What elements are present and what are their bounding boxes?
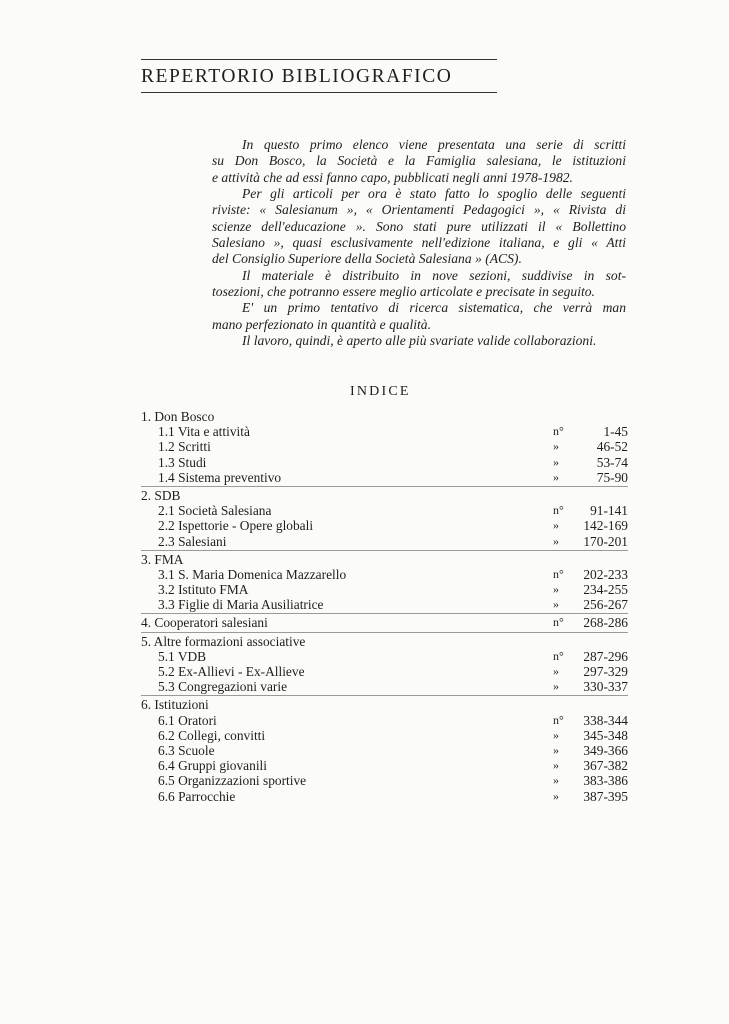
toc-entry-mark: » <box>553 454 559 469</box>
title-bottom-rule <box>141 92 497 93</box>
toc-entry <box>141 649 628 664</box>
toc-entry-range: 202-233 <box>583 566 628 582</box>
toc-entry-mark: » <box>553 679 559 694</box>
toc-entry <box>141 615 628 630</box>
toc-entry-range: 383-386 <box>583 773 628 789</box>
toc-entry-label: 6.1 Oratori <box>158 712 217 728</box>
toc-entry <box>141 534 628 549</box>
toc-entry-mark: n° <box>553 615 564 630</box>
toc-entry-label: 2.3 Salesiani <box>158 533 227 549</box>
toc-entry-mark: » <box>553 758 559 773</box>
toc-entry-mark: » <box>553 469 559 484</box>
toc-section-4 <box>141 613 628 630</box>
toc-entry-range: 53-74 <box>596 454 628 470</box>
toc-entry-range: 142-169 <box>583 518 628 534</box>
toc-entry-label: 5.2 Ex-Allievi - Ex-Allieve <box>158 664 305 680</box>
intro-line: scienze dell'educazione ». Sono stati pure utilizzati il « Bollettino <box>212 218 626 234</box>
index-heading: INDICE <box>350 384 411 399</box>
toc-section-5 <box>141 632 628 695</box>
toc-entry-mark: » <box>553 788 559 803</box>
toc-entry-range: 345-348 <box>583 727 628 743</box>
toc-entry-range: 170-201 <box>583 533 628 549</box>
intro-line: e attività che ad essi fanno capo, pubblicati negli anni 1978-1982. <box>212 169 573 185</box>
intro-line: tosezioni, che potranno essere meglio articolate e precisate in seguito. <box>212 284 595 300</box>
intro-line: riviste: « Salesianum », « Orientamenti Pedagogici », « Rivista di <box>212 202 626 218</box>
toc-entry-range: 367-382 <box>583 758 628 774</box>
toc-entry-label: 1.4 Sistema preventivo <box>158 469 282 485</box>
toc-entry-range: 338-344 <box>583 712 628 728</box>
toc-entry-label: 2.1 Società Salesiana <box>158 503 272 519</box>
toc-section-2 <box>141 486 628 549</box>
intro-line: Salesiano », quasi esclusivamente nell'edizione italiana, e gli « Atti <box>212 235 626 251</box>
toc-section-title: 5. Altre formazioni associative <box>141 633 306 649</box>
title-top-rule <box>141 59 497 60</box>
toc-entry-mark: » <box>553 597 559 612</box>
toc-entry <box>141 728 628 743</box>
toc-entry-label: 3.1 S. Maria Domenica Mazzarello <box>158 566 347 582</box>
toc-entry <box>141 713 628 728</box>
toc-entry <box>141 424 628 439</box>
toc-entry-label: 1.1 Vita e attività <box>158 424 250 440</box>
toc-entry <box>141 789 628 804</box>
intro-line: mano perfezionato in quantità e qualità. <box>212 316 432 332</box>
toc-entry <box>141 455 628 470</box>
table-of-contents <box>141 409 628 804</box>
toc-entry-label: 3.2 Istituto FMA <box>158 582 249 598</box>
toc-entry-mark: » <box>553 533 559 548</box>
toc-entry-label: 6.6 Parrocchie <box>158 788 236 804</box>
toc-entry <box>141 582 628 597</box>
toc-entry <box>141 518 628 533</box>
toc-entry <box>141 664 628 679</box>
toc-entry-label: 6.2 Collegi, convitti <box>158 727 266 743</box>
toc-entry <box>141 758 628 773</box>
toc-section-1 <box>141 409 628 485</box>
toc-entry-range: 46-52 <box>596 439 628 455</box>
intro-line: In questo primo elenco viene presentata una serie di scritti <box>242 137 626 152</box>
intro-line: del Consiglio Superiore della Società Salesiana » (ACS). <box>212 251 522 267</box>
intro-paragraphs <box>212 137 626 349</box>
toc-entry-range: 256-267 <box>583 597 628 613</box>
toc-section-6 <box>141 695 628 803</box>
toc-section-title: 3. FMA <box>141 551 184 567</box>
toc-entry-label: 1.2 Scritti <box>158 439 211 455</box>
toc-entry-label: 5.3 Congregazioni varie <box>158 679 288 695</box>
toc-entry <box>141 679 628 694</box>
toc-entry <box>141 597 628 612</box>
toc-entry-label: 5.1 VDB <box>158 648 207 664</box>
toc-entry-mark: » <box>553 743 559 758</box>
toc-entry-range: 387-395 <box>583 788 628 804</box>
toc-section-title: 6. Istituzioni <box>141 697 209 713</box>
intro-line: E' un primo tentativo di ricerca sistematica, che verrà man <box>242 300 626 316</box>
toc-entry-mark: » <box>553 773 559 788</box>
toc-entry-mark: n° <box>553 648 564 663</box>
toc-entry-mark: » <box>553 664 559 679</box>
toc-entry-range: 91-141 <box>590 503 628 519</box>
toc-entry-range: 330-337 <box>583 679 628 695</box>
toc-entry-label: 3.3 Figlie di Maria Ausiliatrice <box>158 597 324 613</box>
toc-entry <box>141 773 628 788</box>
toc-entry-mark: n° <box>553 566 564 581</box>
toc-entry-range: 234-255 <box>583 582 628 598</box>
intro-line: Il lavoro, quindi, è aperto alle più svariate valide collaborazioni. <box>242 333 597 349</box>
toc-entry-range: 287-296 <box>583 648 628 664</box>
toc-entry-range: 1-45 <box>603 424 628 440</box>
toc-entry <box>141 743 628 758</box>
toc-section-title: 2. SDB <box>141 487 181 503</box>
toc-entry <box>141 470 628 485</box>
toc-entry-range: 349-366 <box>583 743 628 759</box>
toc-entry-mark: n° <box>553 712 564 727</box>
toc-entry-mark: » <box>553 439 559 454</box>
toc-entry-label: 6.3 Scuole <box>158 743 215 759</box>
toc-entry-label: 2.2 Ispettorie - Opere globali <box>158 518 314 534</box>
toc-entry-label: 6.5 Organizzazioni sportive <box>158 773 307 789</box>
toc-entry-range: 297-329 <box>583 664 628 680</box>
toc-entry-mark: n° <box>553 503 564 518</box>
toc-entry <box>141 439 628 454</box>
toc-entry-range: 75-90 <box>596 469 628 485</box>
toc-section-3 <box>141 550 628 613</box>
toc-entry <box>141 503 628 518</box>
toc-entry-label: 6.4 Gruppi giovanili <box>158 758 267 774</box>
toc-entry-label: 1.3 Studi <box>158 454 207 470</box>
toc-entry-mark: » <box>553 582 559 597</box>
toc-entry-mark: » <box>553 518 559 533</box>
intro-line: Per gli articoli per ora è stato fatto lo spoglio delle seguenti <box>242 186 626 202</box>
toc-entry-label: 4. Cooperatori salesiani <box>141 615 268 631</box>
intro-line: Il materiale è distribuito in nove sezioni, suddivise in sot- <box>242 267 626 283</box>
intro-line: su Don Bosco, la Società e la Famiglia salesiana, le istituzioni <box>212 153 626 169</box>
toc-entry-mark: n° <box>553 424 564 439</box>
toc-entry-mark: » <box>553 727 559 742</box>
toc-entry-range: 268-286 <box>583 615 628 631</box>
toc-entry <box>141 567 628 582</box>
page-title: REPERTORIO BIBLIOGRAFICO <box>141 66 453 87</box>
toc-section-title: 1. Don Bosco <box>141 409 215 424</box>
